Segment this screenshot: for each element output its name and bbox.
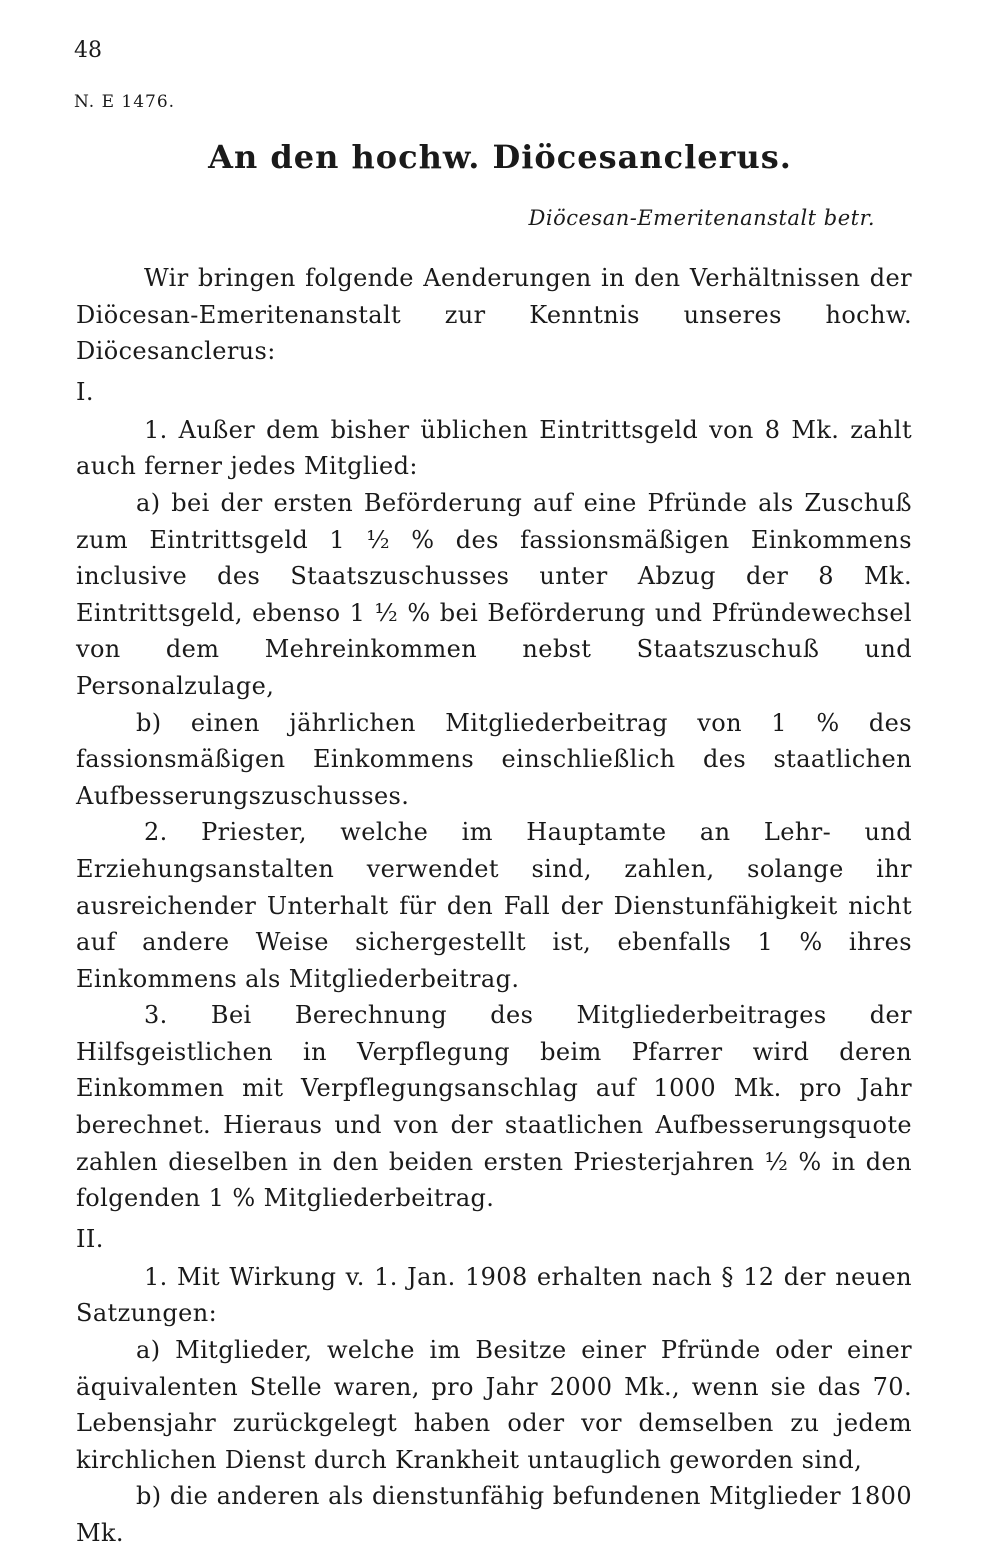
section-1-item-3: 3. Bei Berechnung des Mitgliederbeitrages der Hilfsgeistlichen in Verpflegung beim Pfarrer wird deren Einkommen mit Verpflegungsanschlag auf 1000 Mk. pro Jahr berechnet. Hieraus und von der staatlichen Aufbesserungsquote zahlen dieselben in den beiden ersten Priesterjahren ½ % in den folgenden 1 % Mitgliederbeitrag.: [76, 1001, 912, 1213]
section-1-item-2: 2. Priester, welche im Hauptamte an Lehr- und Erziehungsanstalten verwendet sind, zahlen, solange ihr ausreichender Unterhalt für den Fall der Dienstunfähigkeit nicht auf andere Weise sichergestellt ist, ebenfalls 1 % ihres Einkommens als Mitgliederbeitrag.: [76, 818, 912, 993]
section-heading-1: I.: [76, 377, 94, 406]
document-body: [76, 260, 912, 1552]
section-1-item-1: 1. Außer dem bisher üblichen Eintrittsgeld von 8 Mk. zahlt auch ferner jedes Mitglied:: [76, 415, 912, 481]
section-2-item-1a: a) Mitglieder, welche im Besitze einer Pfründe oder einer äquivalenten Stelle waren, pro Jahr 2000 Mk., wenn sie das 70. Lebensjahr zurückgelegt haben oder vor demselben zu jedem kirchlichen Dienst durch Krankheit untauglich geworden sind,: [76, 1336, 912, 1474]
reference-number: N. E 1476.: [74, 92, 176, 112]
section-1-item-1b: b) einen jährlichen Mitgliederbeitrag von 1 % des fassionsmäßigen Einkommens einschließlich des staatlichen Aufbesserungszuschusses.: [76, 708, 912, 810]
document-title: An den hochw. Diöcesanclerus.: [208, 138, 792, 176]
section-2-item-1: 1. Mit Wirkung v. 1. Jan. 1908 erhalten nach § 12 der neuen Satzungen:: [76, 1262, 912, 1328]
section-heading-2: II.: [76, 1224, 104, 1253]
subject-line: Diöcesan-Emeritenanstalt betr.: [528, 206, 875, 230]
intro-paragraph: Wir bringen folgende Aenderungen in den Verhältnissen der Diöcesan-Emeritenanstalt zur Kenntnis unseres hochw. Diöcesanclerus:: [76, 264, 912, 366]
section-2-item-1b: b) die anderen als dienstunfähig befundenen Mitglieder 1800 Mk.: [76, 1482, 912, 1547]
page-number: 48: [74, 38, 102, 63]
section-1-item-1a: a) bei der ersten Beförderung auf eine Pfründe als Zuschuß zum Eintrittsgeld 1 ½ % des fassionsmäßigen Einkommens inclusive des Staatszuschusses unter Abzug der 8 Mk. Eintrittsgeld, ebenso 1 ½ % bei Beförderung und Pfründewechsel von dem Mehreinkommen nebst Staatszuschuß und Personalzulage,: [76, 488, 912, 700]
